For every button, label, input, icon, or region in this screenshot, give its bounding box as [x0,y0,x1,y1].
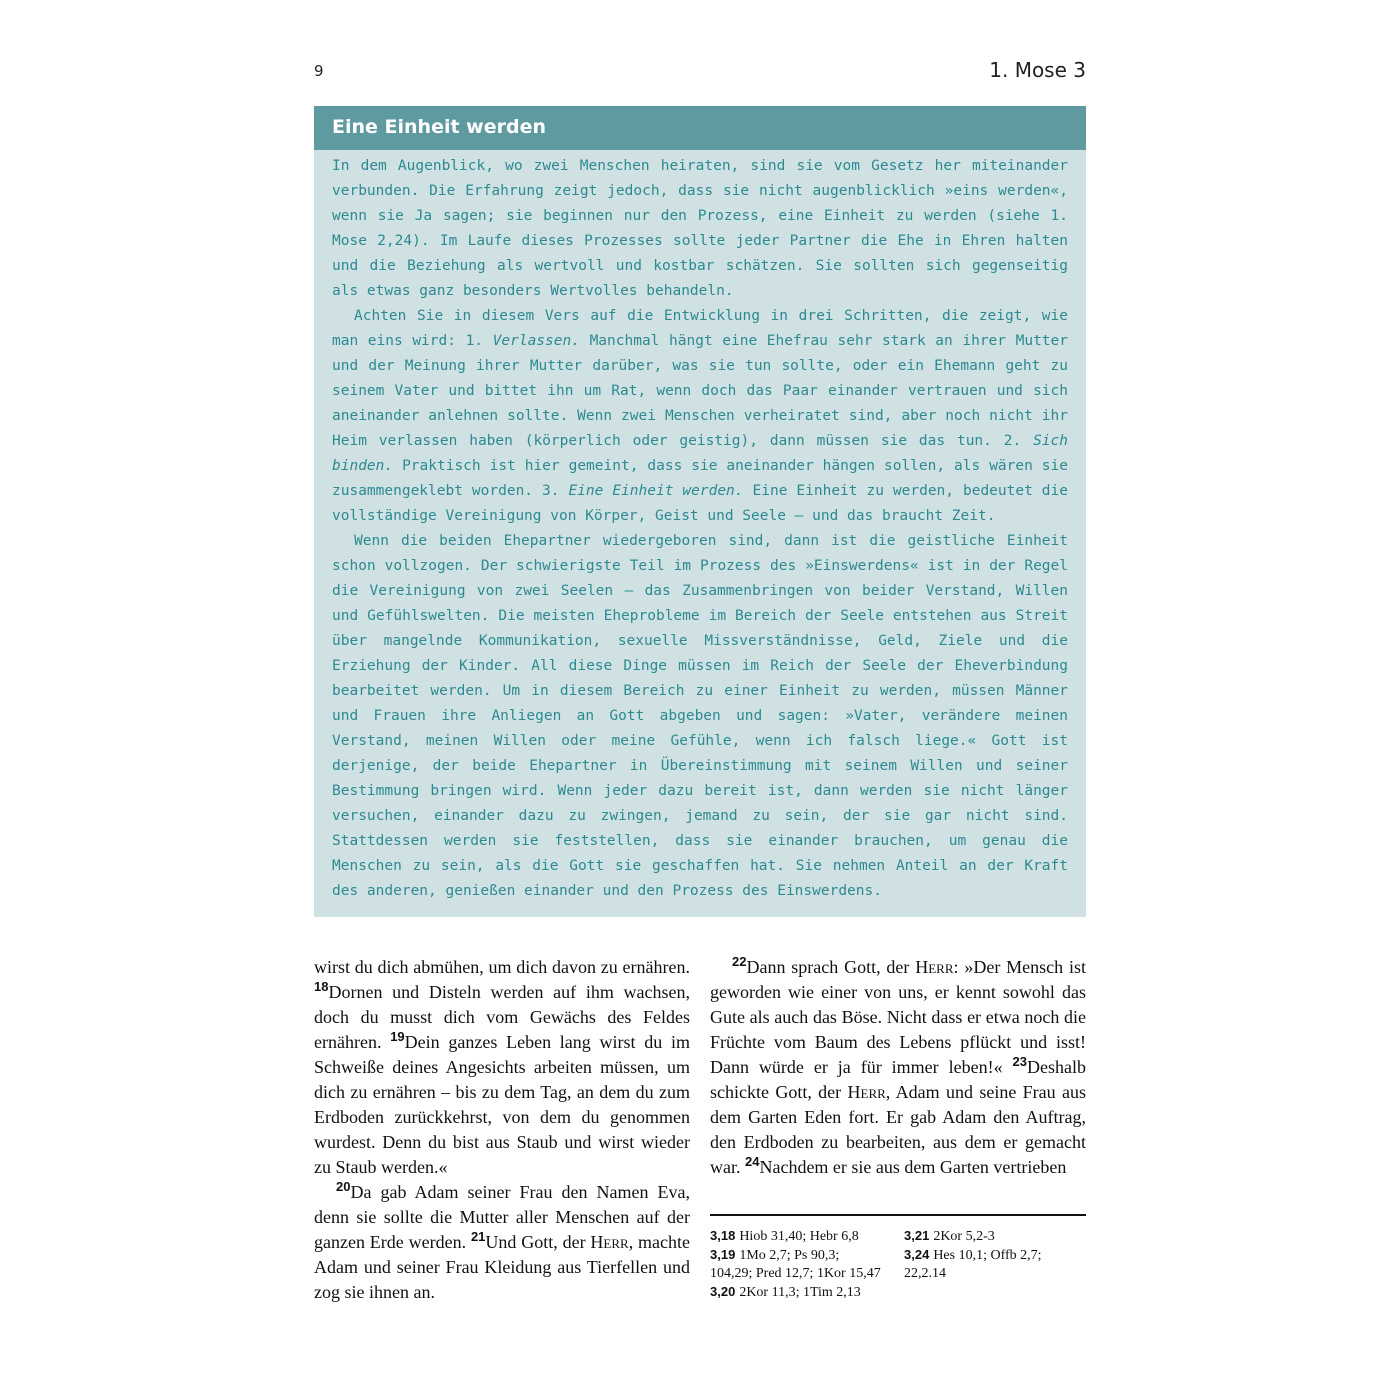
verse-number: 23 [1012,1054,1028,1069]
bible-paragraph [710,955,1086,1180]
verse-text: Da gab Adam seiner Frau den Namen Eva, denn sie sollte die Mutter aller Menschen auf der ganzen Erde werden. [314,1182,690,1252]
sidebar-text: Eine Einheit zu werden, bedeutet die vollständige Vereinigung von Körper, Geist und Seele – und das braucht Zeit. [332,483,1068,524]
book-chapter-reference: 1. Mose 3 [989,58,1086,82]
verse-number: 21 [470,1229,486,1244]
verse-number: 18 [314,979,329,994]
footnote-ref: 3,21 [904,1228,930,1243]
verse-text: wirst du dich abmühen, um dich davon zu ernähren. [314,957,690,977]
verse-text: : »Der Mensch ist geworden wie einer von uns, er kennt sowohl das Gute als auch das Böse. Nicht dass er etwa noch die Früchte vom Baum des Lebens pflückt und isst! Dann würde er ja für immer leben!« [710,957,1086,1077]
footnote-text: Hiob 31,40; Hebr 6,8 [739,1229,859,1244]
bible-column-right [710,955,1086,1180]
footnote-column-left [710,1227,900,1302]
verse-text: Und Gott, der [485,1232,591,1252]
divine-name: Herr [915,957,954,977]
bible-text-columns [314,955,1086,1335]
verse-number: 20 [336,1179,351,1194]
sidebar-body [314,150,1086,904]
footnote-ref: 3,18 [710,1228,736,1243]
footnote-ref: 3,19 [710,1247,736,1262]
verse-text: Dein ganzes Leben lang wirst du im Schweiße deines Angesichts arbeiten müssen, um dich zu ernähren – bis zu dem Tag, an dem du zum Erdboden zurückkehrst, von dem du genommen wurdest. Denn du bist aus Staub und wirst wieder zu Staub werden.« [314,1032,690,1177]
footnote-line [710,1265,900,1283]
sidebar-text: Achten Sie in diesem Vers auf die Entwicklung in drei Schritten, die zeigt, wie man eins wird: 1. [332,308,1068,349]
footnote-ref: 3,24 [904,1247,930,1262]
sidebar-paragraph [332,529,1068,904]
verse-text: Deshalb schickte Gott, der [710,1057,1086,1102]
verse-text: Nachdem er sie aus dem Garten vertrieben [759,1157,1067,1177]
bible-paragraph [314,1180,690,1305]
footnote-line [904,1246,1086,1265]
footnote-line [904,1265,1086,1283]
footnote-text: 1Mo 2,7; Ps 90,3; [739,1248,840,1263]
bible-paragraph [314,955,690,1180]
sidebar-text: Manchmal hängt eine Ehefrau sehr stark an ihrer Mutter und der Meinung ihrer Mutter darüber, was sie tun sollte, oder ein Ehemann geht zu seinem Vater und bittet ihn um Rat, wenn doch das Paar einander vertrauen und sich aneinander anlehnen sollte. Wenn zwei Menschen verheiratet sind, aber noch nicht ihr Heim verlassen haben (körperlich oder geistig), dann müssen sie das tun. 2. [332,333,1069,449]
divine-name: Herr [590,1232,629,1252]
sidebar-emphasis: Eine Einheit werden. [568,483,744,499]
sidebar-emphasis: Verlassen. [492,333,580,349]
footnote-text: 2Kor 5,2-3 [933,1229,995,1244]
footnote-line [904,1227,1086,1246]
footnote-line [710,1246,900,1265]
commentary-sidebar [314,106,1086,917]
verse-number: 19 [390,1029,405,1044]
sidebar-paragraph [332,154,1068,304]
sidebar-text: Wenn die beiden Ehepartner wiedergeboren sind, dann ist die geistliche Einheit schon vollzogen. Der schwierigste Teil im Prozess des »Einswerdens« ist in der Regel die Vereinigung von zwei Seelen – das Zusammenbringen von beider Verstand, Willen und Gefühlswelten. Die meisten Eheprobleme im Bereich der Seele entstehen aus Streit über mangelnde Kommunikation, sexuelle Missverständnisse, Geld, Ziele und die Erziehung der Kinder. All diese Dinge müssen im Reich der Seele der Eheverbindung bearbeitet werden. Um in diesem Bereich zu einer Einheit zu werden, müssen Männer und Frauen ihre Anliegen an Gott abgeben und sagen: »Vater, verändere meinen Verstand, meinen Willen oder meine Gefühle, wenn ich falsch liege.« Gott ist derjenige, der beide Ehepartner in Übereinstimmung mit seinem Willen und seiner Bestimmung bringen wird. Wenn jeder dazu bereit ist, dann werden sie nicht länger versuchen, einander dazu zu zwingen, jemand zu sein, der sie gar nicht sind. Stattdessen werden sie feststellen, dass sie einander brauchen, um genau die Menschen zu sein, als die Gott sie geschaffen hat. Sie nehmen Anteil an der Kraft des anderen, genießen einander und den Prozess des Einswerdens. [332,533,1068,899]
verse-number: 24 [745,1154,760,1169]
sidebar-title: Eine Einheit werden [314,106,1086,150]
footnote-line [710,1227,900,1246]
divine-name: Herr [847,1082,886,1102]
bible-column-left [314,955,690,1305]
sidebar-paragraph [332,304,1068,529]
footnote-ref: 3,20 [710,1284,736,1299]
footnote-text: Hes 10,1; Offb 2,7; [933,1248,1042,1263]
verse-text: , Adam und seine Frau aus dem Garten Eden fort. Er gab Adam den Auftrag, den Erdboden zu bearbeiten, aus dem er gemacht war. [710,1082,1086,1177]
footnote-column-right [904,1227,1086,1283]
verse-number: 22 [732,954,747,969]
footnote-divider [710,1214,1086,1216]
footnote-text: 104,29; Pred 12,7; 1Kor 15,47 [710,1266,881,1281]
page-number: 9 [314,62,324,80]
verse-text: Dornen und Disteln werden auf ihm wachsen, doch du musst dich vom Gewächs des Feldes ernähren. [314,982,690,1052]
verse-text: Dann sprach Gott, der [746,957,916,977]
verse-text: , machte Adam und seiner Frau Kleidung aus Tierfellen und zog sie ihnen an. [314,1232,691,1302]
sidebar-text: In dem Augenblick, wo zwei Menschen heiraten, sind sie vom Gesetz her miteinander verbunden. Die Erfahrung zeigt jedoch, dass sie nicht augenblicklich »eins werden«, wenn sie Ja sagen; sie beginnen nur den Prozess, eine Einheit zu werden (siehe 1. Mose 2,24). Im Laufe dieses Prozesses sollte jeder Partner die Ehe in Ehren halten und die Beziehung als wertvoll und kostbar schätzen. Sie sollten sich gegenseitig als etwas ganz besonders Wertvolles behandeln. [332,158,1068,299]
sidebar-text: Praktisch ist hier gemeint, dass sie aneinander hängen sollen, als wären sie zusammengeklebt worden. 3. [332,458,1068,499]
footnote-line [710,1283,900,1302]
footnote-text: 22,2.14 [904,1266,946,1281]
sidebar-emphasis: Sich binden. [332,433,1068,474]
footnote-text: 2Kor 11,3; 1Tim 2,13 [739,1285,861,1300]
